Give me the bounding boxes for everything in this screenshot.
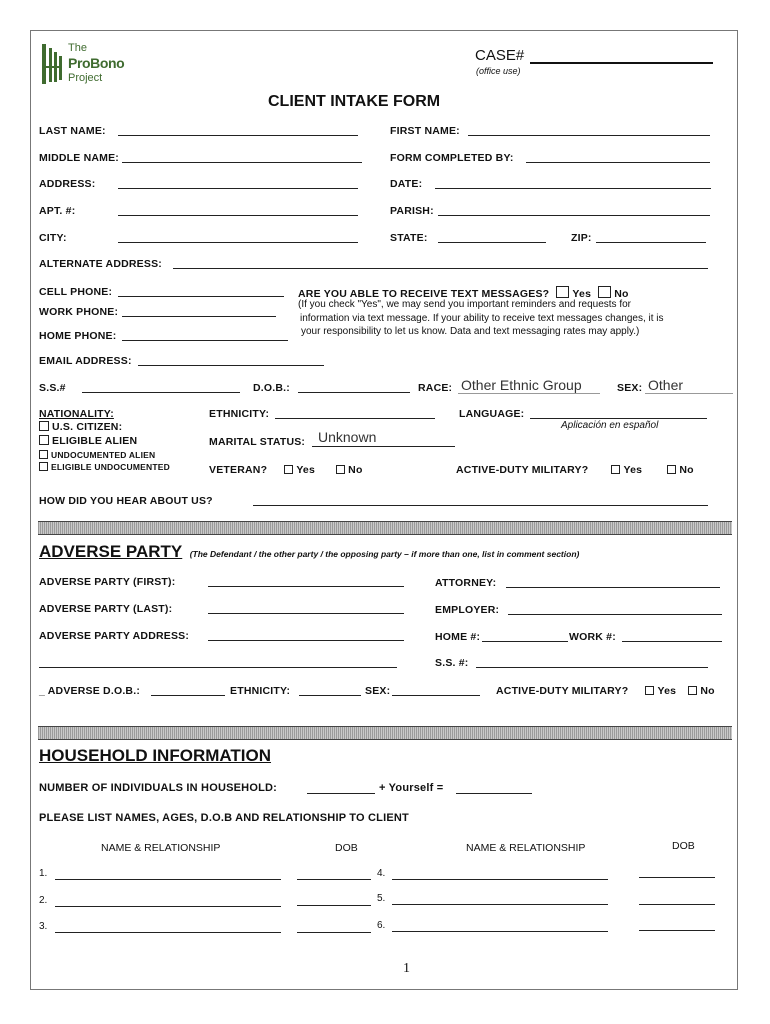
- marital-status-value[interactable]: Unknown: [318, 429, 377, 445]
- eligible-alien-option: [39, 435, 137, 447]
- first-name-field[interactable]: [468, 135, 710, 136]
- first-name-label: FIRST NAME:: [390, 125, 460, 137]
- logo-text-project: Project: [68, 72, 103, 84]
- cell-phone-field[interactable]: [118, 296, 284, 297]
- completed-by-label: FORM COMPLETED BY:: [390, 152, 514, 164]
- text-question: [298, 286, 629, 300]
- household-list-label: PLEASE LIST NAMES, AGES, D.O.B AND RELATIONSHIP TO CLIENT: [39, 812, 409, 824]
- race-label: RACE:: [418, 382, 453, 394]
- row-number: 5.: [377, 893, 386, 904]
- form-title: CLIENT INTAKE FORM: [268, 93, 441, 110]
- adverse-ss-field[interactable]: [476, 667, 708, 668]
- adverse-active-duty-label: ACTIVE-DUTY MILITARY?: [496, 685, 629, 697]
- section-divider-2: [38, 726, 732, 740]
- adverse-work-label: WORK #:: [569, 631, 616, 643]
- work-phone-field[interactable]: [122, 316, 276, 317]
- col-dob-header-left: DOB: [335, 842, 358, 854]
- row-dob-field[interactable]: [639, 877, 715, 878]
- col-dob-header-right: DOB: [672, 840, 695, 852]
- row-number: 4.: [377, 868, 386, 879]
- veteran-label: VETERAN?: [209, 464, 268, 476]
- city-label: CITY:: [39, 232, 67, 244]
- language-label: LANGUAGE:: [459, 408, 525, 420]
- adverse-subheading: (The Defendant / the other party / the opposing party – if more than one, list in comment section): [189, 549, 580, 559]
- veteran-no-label: No: [348, 464, 363, 476]
- col-name-header-right: NAME & RELATIONSHIP: [466, 842, 586, 854]
- adverse-active-duty-no-checkbox[interactable]: [688, 686, 697, 695]
- household-row-3: [39, 921, 719, 935]
- row-name-field[interactable]: [392, 931, 608, 932]
- text-yes-label: Yes: [572, 288, 592, 300]
- ethnicity-label: ETHNICITY:: [209, 408, 270, 420]
- last-name-label: LAST NAME:: [39, 125, 106, 137]
- city-field[interactable]: [118, 242, 358, 243]
- alt-address-field[interactable]: [173, 268, 708, 269]
- home-phone-field[interactable]: [122, 340, 288, 341]
- attorney-label: ATTORNEY:: [435, 577, 497, 589]
- marital-status-field[interactable]: [312, 446, 455, 447]
- row-name-field[interactable]: [55, 906, 281, 907]
- logo-mark-icon: [40, 42, 66, 86]
- state-label: STATE:: [390, 232, 428, 244]
- attorney-field[interactable]: [506, 587, 720, 588]
- address-label: ADDRESS:: [39, 178, 96, 190]
- adverse-dob-field[interactable]: [151, 695, 225, 696]
- active-duty-question: [456, 464, 694, 476]
- heard-about-field[interactable]: [253, 505, 708, 506]
- undocumented-alien-label: UNDOCUMENTED ALIEN: [51, 450, 156, 460]
- undocumented-alien-checkbox[interactable]: [39, 450, 48, 459]
- household-row-2: [39, 895, 719, 909]
- home-phone-label: HOME PHONE:: [39, 330, 117, 342]
- us-citizen-label: U.S. CITIZEN:: [52, 421, 123, 433]
- text-no-label: No: [614, 288, 629, 300]
- adverse-home-label: HOME #:: [435, 631, 481, 643]
- alt-address-label: ALTERNATE ADDRESS:: [39, 258, 162, 270]
- completed-by-field[interactable]: [526, 162, 710, 163]
- veteran-no-checkbox[interactable]: [336, 465, 345, 474]
- date-label: DATE:: [390, 178, 423, 190]
- eligible-undocumented-checkbox[interactable]: [39, 462, 48, 471]
- adverse-address-field[interactable]: [208, 640, 404, 641]
- adverse-active-duty-yes-label: Yes: [657, 685, 677, 697]
- eligible-alien-checkbox[interactable]: [39, 435, 49, 445]
- adverse-ss-label: S.S. #:: [435, 657, 469, 669]
- active-duty-yes-checkbox[interactable]: [611, 465, 620, 474]
- row-dob-field[interactable]: [639, 904, 715, 905]
- row-number: 2.: [39, 895, 48, 906]
- dob-label: D.O.B.:: [253, 382, 290, 394]
- active-duty-no-checkbox[interactable]: [667, 465, 676, 474]
- eligible-undocumented-option: [39, 462, 170, 472]
- parish-label: PARISH:: [390, 205, 434, 217]
- email-label: EMAIL ADDRESS:: [39, 355, 132, 367]
- household-number-label: NUMBER OF INDIVIDUALS IN HOUSEHOLD:: [39, 782, 277, 794]
- text-note-3: your responsibility to let us know. Data and text messaging rates may apply.): [301, 326, 640, 337]
- row-dob-field[interactable]: [297, 905, 371, 906]
- middle-name-label: MIDDLE NAME:: [39, 152, 119, 164]
- eligible-undocumented-label: ELIGIBLE UNDOCUMENTED: [51, 462, 170, 472]
- household-heading: HOUSEHOLD INFORMATION: [39, 746, 272, 765]
- active-duty-no-label: No: [679, 464, 694, 476]
- adverse-active-duty-no-label: No: [700, 685, 715, 697]
- address-field[interactable]: [118, 188, 358, 189]
- case-note: (office use): [476, 66, 521, 76]
- dob-field[interactable]: [298, 392, 410, 393]
- adverse-last-label: ADVERSE PARTY (LAST):: [39, 603, 173, 615]
- us-citizen-option: [39, 421, 122, 433]
- undocumented-option: [39, 450, 155, 460]
- text-note-2: information via text message. If your ability to receive text messages changes, it is: [300, 313, 664, 324]
- last-name-field[interactable]: [118, 135, 358, 136]
- apt-field[interactable]: [118, 215, 358, 216]
- adverse-active-duty-yes-checkbox[interactable]: [645, 686, 654, 695]
- employer-label: EMPLOYER:: [435, 604, 500, 616]
- date-field[interactable]: [435, 188, 711, 189]
- text-yes-checkbox[interactable]: [556, 286, 569, 298]
- state-field[interactable]: [438, 242, 546, 243]
- probono-logo: [40, 42, 130, 88]
- heard-about-label: HOW DID YOU HEAR ABOUT US?: [39, 495, 213, 507]
- nationality-label: NATIONALITY:: [39, 408, 114, 420]
- row-number: 1.: [39, 868, 48, 879]
- adverse-ethnicity-field[interactable]: [299, 695, 361, 696]
- text-question-label: ARE YOU ABLE TO RECEIVE TEXT MESSAGES?: [298, 288, 550, 300]
- row-name-field[interactable]: [55, 932, 281, 933]
- ssn-label: S.S.#: [39, 382, 66, 394]
- adverse-first-label: ADVERSE PARTY (FIRST):: [39, 576, 176, 588]
- row-name-field[interactable]: [392, 879, 608, 880]
- logo-text-the: The: [68, 42, 87, 54]
- zip-field[interactable]: [596, 242, 706, 243]
- eligible-alien-label: ELIGIBLE ALIEN: [52, 435, 138, 447]
- household-total-field[interactable]: [456, 793, 532, 794]
- logo-text-probono: ProBono: [68, 55, 125, 71]
- household-row-1: [39, 868, 719, 882]
- adverse-sex-field[interactable]: [392, 695, 480, 696]
- marital-status-label: MARITAL STATUS:: [209, 436, 306, 448]
- text-no-checkbox[interactable]: [598, 286, 611, 298]
- household-number-field[interactable]: [307, 793, 375, 794]
- row-number: 3.: [39, 921, 48, 932]
- employer-field[interactable]: [508, 614, 722, 615]
- sex-label: SEX:: [617, 382, 643, 394]
- adverse-last-field[interactable]: [208, 613, 404, 614]
- work-phone-label: WORK PHONE:: [39, 306, 119, 318]
- email-field[interactable]: [138, 365, 324, 366]
- adverse-first-field[interactable]: [208, 586, 404, 587]
- race-value[interactable]: Other Ethnic Group: [461, 377, 582, 393]
- language-field[interactable]: [530, 418, 707, 419]
- adverse-home-field[interactable]: [482, 641, 568, 642]
- middle-name-field[interactable]: [122, 162, 362, 163]
- case-number-field[interactable]: [530, 62, 713, 64]
- col-name-header-left: NAME & RELATIONSHIP: [101, 842, 221, 854]
- active-duty-yes-label: Yes: [623, 464, 643, 476]
- adverse-address-line-2[interactable]: [39, 667, 397, 668]
- active-duty-label: ACTIVE-DUTY MILITARY?: [456, 464, 589, 476]
- adverse-heading: ADVERSE PARTY: [39, 542, 183, 561]
- row-dob-field[interactable]: [297, 932, 371, 933]
- adverse-work-field[interactable]: [622, 641, 722, 642]
- ethnicity-field[interactable]: [275, 418, 435, 419]
- page-number: 1: [403, 961, 410, 976]
- adverse-heading-row: [39, 542, 579, 562]
- household-yourself-label: + Yourself =: [379, 782, 444, 794]
- row-dob-field[interactable]: [639, 930, 715, 931]
- row-dob-field[interactable]: [297, 879, 371, 880]
- case-label: CASE#: [475, 47, 525, 64]
- adverse-ethnicity-label: ETHNICITY:: [230, 685, 291, 697]
- veteran-yes-label: Yes: [296, 464, 316, 476]
- veteran-question: [209, 464, 363, 476]
- apt-label: APT. #:: [39, 205, 76, 217]
- veteran-yes-checkbox[interactable]: [284, 465, 293, 474]
- sex-value[interactable]: Other: [648, 377, 684, 393]
- cell-phone-label: CELL PHONE:: [39, 286, 113, 298]
- race-field[interactable]: [458, 393, 600, 394]
- language-note: Aplicación en español: [561, 420, 659, 431]
- ssn-field[interactable]: [82, 392, 240, 393]
- row-name-field[interactable]: [55, 879, 281, 880]
- row-number: 6.: [377, 920, 386, 931]
- adverse-sex-label: SEX:: [365, 685, 391, 697]
- sex-field[interactable]: [645, 393, 733, 394]
- us-citizen-checkbox[interactable]: [39, 421, 49, 431]
- section-divider-1: [38, 521, 732, 535]
- parish-field[interactable]: [438, 215, 710, 216]
- zip-label: ZIP:: [571, 232, 592, 244]
- row-name-field[interactable]: [392, 904, 608, 905]
- adverse-address-label: ADVERSE PARTY ADDRESS:: [39, 630, 190, 642]
- adverse-active-duty-question: [496, 685, 715, 697]
- text-note-1: (If you check "Yes", we may send you important reminders and requests for: [298, 299, 631, 310]
- adverse-dob-label: _ ADVERSE D.O.B.:: [39, 685, 141, 697]
